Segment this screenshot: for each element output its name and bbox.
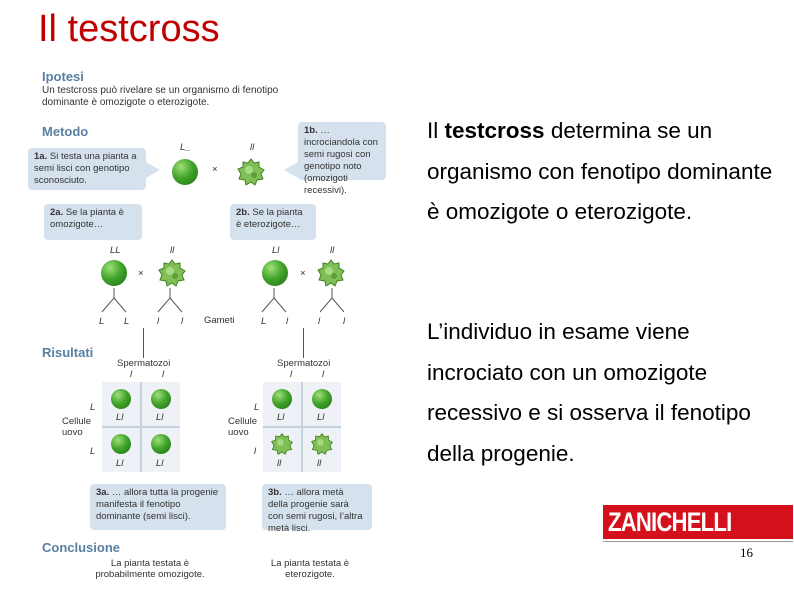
- slide-title: Il testcross: [38, 8, 220, 50]
- offspring-genotype: Ll: [317, 412, 325, 423]
- footer-rule: [603, 541, 793, 542]
- smooth-seed-icon: [151, 389, 171, 409]
- genotype-label: ll: [170, 245, 175, 256]
- callout-3a: [90, 484, 226, 530]
- egg-allele: L: [90, 402, 96, 413]
- arrow-down: [143, 328, 144, 358]
- offspring-genotype: Ll: [156, 412, 164, 423]
- callout-1a: [28, 148, 146, 190]
- gamete-allele: L: [261, 316, 267, 327]
- page-number: 16: [740, 545, 753, 560]
- genotype-label: Ll: [272, 245, 280, 256]
- egg-allele: l: [254, 446, 257, 457]
- genotype-label: ll: [250, 142, 255, 153]
- callout-text: … allora tutta la progenie manifesta il fenotipo dominante (semi lisci).: [96, 487, 219, 522]
- callout-pointer: [284, 162, 298, 178]
- gamete-allele: l: [318, 316, 321, 327]
- gameti-label: Gameti: [204, 315, 235, 326]
- bullet-testcross-method: L’individuo in esame viene incrociato con un omozigote recessivo e si osserva il fenotipo della progenie.: [427, 319, 751, 466]
- punnett-square-homozygous: [102, 382, 180, 472]
- grid-divider: [102, 426, 180, 428]
- cellule-uovo-label: Cellule uovo: [62, 416, 92, 438]
- smooth-seed-icon: [111, 434, 131, 454]
- cross-sign: ×: [300, 268, 306, 279]
- ipotesi-text: Un testcross può rivelare se un organismo di fenotipo dominante è omozigote o eterozigote.: [42, 85, 279, 108]
- smooth-seed-icon: [151, 434, 171, 454]
- cellule-uovo-label: Cellule uovo: [228, 416, 258, 438]
- testcross-figure: [0, 60, 420, 595]
- gamete-allele: L: [124, 316, 130, 327]
- genotype-label: LL: [110, 245, 121, 256]
- smooth-seed-icon: [312, 389, 332, 409]
- wrinkled-seed-icon: [310, 432, 334, 456]
- egg-allele: L: [90, 446, 96, 457]
- callout-number: 2b.: [236, 207, 250, 218]
- conclusion-homozygous: La pianta testata è probabilmente omozigote.: [95, 558, 205, 580]
- callout-pointer: [146, 162, 160, 178]
- punnett-square-heterozygous: [263, 382, 341, 472]
- wrinkled-seed-icon: [236, 157, 266, 187]
- callout-number: 1b.: [304, 125, 318, 136]
- bullet-text: determina se un organismo con fenotipo dominante è omozigote o eterozigote.: [427, 118, 773, 224]
- offspring-genotype: ll: [317, 458, 322, 469]
- ipotesi-label: Ipotesi: [42, 69, 84, 84]
- callout-text: … incrociandola con semi rugosi con genotipo noto (omozigoti recessivi).: [304, 125, 378, 196]
- gamete-allele: l: [286, 316, 289, 327]
- wrinkled-seed-icon: [316, 258, 346, 288]
- cross-sign: ×: [212, 164, 218, 175]
- sperm-allele: l: [322, 369, 325, 380]
- offspring-genotype: Ll: [277, 412, 285, 423]
- risultati-label: Risultati: [42, 345, 94, 360]
- callout-2a: [44, 204, 142, 240]
- callout-3b: [262, 484, 372, 534]
- smooth-seed-icon: [101, 260, 127, 286]
- callout-number: 1a.: [34, 151, 48, 162]
- spermatozoi-label: Spermatozoi: [277, 358, 331, 369]
- bullet-bold-term: testcross: [444, 118, 545, 143]
- offspring-genotype: ll: [277, 458, 282, 469]
- publisher-logo-text: ZANICHELLI: [608, 506, 732, 537]
- smooth-seed-icon: [111, 389, 131, 409]
- callout-text: Se la pianta è omozigote…: [50, 207, 124, 230]
- genotype-label: L_: [180, 142, 191, 153]
- gamete-allele: L: [99, 316, 105, 327]
- gamete-allele: l: [181, 316, 184, 327]
- offspring-genotype: Ll: [156, 458, 164, 469]
- sperm-allele: l: [130, 369, 133, 380]
- conclusion-heterozygous: La pianta testata è eterozigote.: [270, 558, 350, 580]
- offspring-genotype: Ll: [116, 458, 124, 469]
- conclusione-label: Conclusione: [42, 540, 121, 555]
- cross-sign: ×: [138, 268, 144, 279]
- bullet-testcross-definition: [427, 111, 787, 233]
- callout-1b: [298, 122, 386, 196]
- callout-text: Si testa una pianta a semi lisci con genotipo sconosciuto.: [34, 151, 137, 186]
- callout-text: … allora metà della progenie sarà con semi rugosi, l’altra metà lisci.: [268, 487, 363, 534]
- smooth-seed-icon: [272, 389, 292, 409]
- gamete-allele: l: [157, 316, 160, 327]
- smooth-seed-icon: [172, 159, 198, 185]
- arrow-down: [303, 328, 304, 358]
- spermatozoi-label: Spermatozoi: [117, 358, 171, 369]
- publisher-logo: [603, 505, 793, 539]
- wrinkled-seed-icon: [270, 432, 294, 456]
- sperm-allele: l: [290, 369, 293, 380]
- callout-text: Se la pianta è eterozigote…: [236, 207, 303, 230]
- callout-number: 3b.: [268, 487, 282, 498]
- callout-number: 3a.: [96, 487, 110, 498]
- wrinkled-seed-icon: [157, 258, 187, 288]
- genotype-label: ll: [330, 245, 335, 256]
- smooth-seed-icon: [262, 260, 288, 286]
- grid-divider: [263, 426, 341, 428]
- offspring-genotype: Ll: [116, 412, 124, 423]
- gamete-allele: l: [343, 316, 346, 327]
- egg-allele: L: [254, 402, 260, 413]
- callout-2b: [230, 204, 316, 240]
- sperm-allele: l: [162, 369, 165, 380]
- metodo-label: Metodo: [42, 124, 89, 139]
- callout-number: 2a.: [50, 207, 64, 218]
- bullet-text: Il: [427, 118, 445, 143]
